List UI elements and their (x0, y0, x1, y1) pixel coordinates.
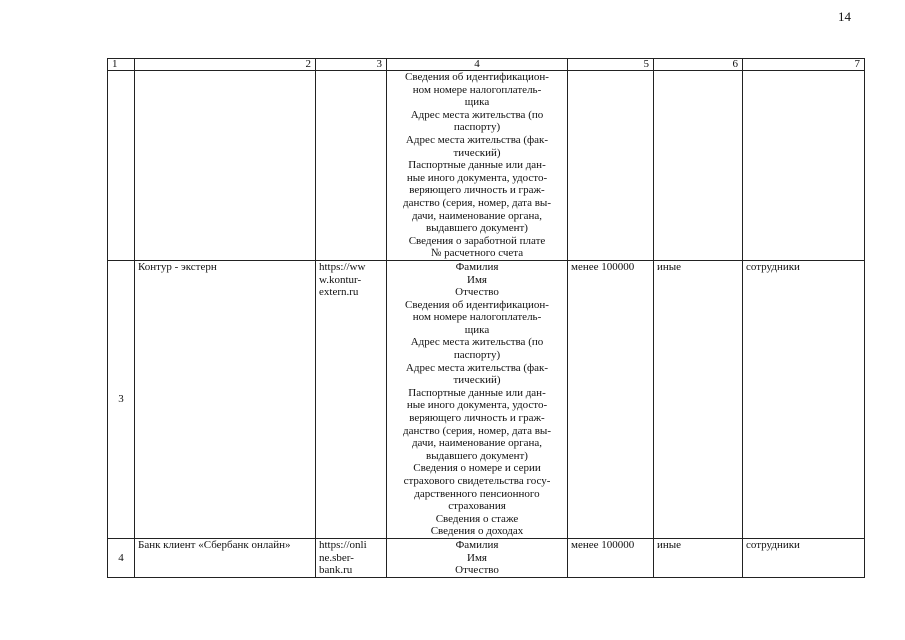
cell-line: Адрес места жительства (по (410, 336, 544, 349)
data-category: иные (654, 538, 743, 577)
personal-data-list (387, 538, 568, 577)
cell-line: № расчетного счета (430, 247, 524, 260)
table-row (108, 260, 865, 538)
cell-line: Имя (467, 273, 487, 286)
cell-line: Паспортные данные или дан- (408, 159, 546, 172)
data-subjects (743, 71, 865, 261)
cell-line: данство (серия, номер, дата вы- (403, 424, 551, 437)
cell-line: щика (464, 323, 490, 336)
cell-line: ном номере налогоплатель- (412, 311, 542, 324)
table-row (108, 538, 865, 577)
cell-line: данство (серия, номер, дата вы- (403, 196, 551, 209)
records-volume: менее 100000 (568, 260, 654, 538)
cell-line: Сведения о заработной плате (408, 234, 546, 247)
cell-line: дачи, наименование органа, (411, 437, 543, 450)
records-volume: менее 100000 (568, 538, 654, 577)
column-number: 6 (654, 59, 743, 71)
cell-line: Сведения об идентификацион- (405, 298, 549, 311)
cell-line: Сведения о доходах (430, 525, 524, 538)
row-number (108, 71, 135, 261)
column-number: 3 (316, 59, 387, 71)
data-category (654, 71, 743, 261)
cell-line: Паспортные данные или дан- (408, 386, 546, 399)
cell-line: веряющего личность и граж- (409, 412, 545, 425)
data-subjects: сотрудники (743, 260, 865, 538)
cell-line: ные иного документа, удосто- (406, 171, 548, 184)
cell-line: bank.ru (319, 564, 353, 577)
records-volume (568, 71, 654, 261)
cell-line: выдавшего документ) (426, 222, 528, 235)
cell-line: Сведения о номере и серии (413, 462, 541, 475)
cell-line: ne.sber- (319, 551, 354, 564)
row-number: 4 (108, 538, 135, 577)
column-number: 1 (108, 59, 135, 71)
system-name (135, 71, 316, 261)
cell-line: https://onli (319, 538, 367, 551)
cell-line: паспорту) (453, 349, 501, 362)
system-name: Контур - экстерн (135, 260, 316, 538)
cell-line: дарственного пенсионного (414, 487, 540, 500)
cell-line: Отчество (455, 564, 499, 577)
cell-line: Сведения о стаже (435, 512, 519, 525)
cell-line: страхового свидетельства госу- (403, 475, 551, 487)
system-url (316, 260, 387, 538)
cell-line: выдавшего документ) (426, 449, 528, 462)
table-row (108, 71, 865, 261)
system-url (316, 71, 387, 261)
cell-line: тический) (453, 146, 501, 159)
cell-line: Фамилия (455, 260, 499, 273)
cell-line: тический) (453, 374, 501, 387)
cell-line: щика (464, 96, 490, 109)
cell-line: Сведения об идентификацион- (405, 71, 549, 83)
system-url (316, 538, 387, 577)
cell-line: ном номере налогоплатель- (412, 83, 542, 96)
row-number: 3 (108, 260, 135, 538)
cell-line: страхования (448, 500, 506, 513)
column-number-row (108, 59, 865, 71)
personal-data-list (387, 71, 568, 261)
column-number: 2 (135, 59, 316, 71)
cell-line: Адрес места жительства (фак- (405, 361, 549, 374)
column-number: 4 (387, 59, 568, 71)
cell-line: паспорту) (453, 121, 501, 134)
cell-line: ные иного документа, удосто- (406, 399, 548, 412)
personal-data-list (387, 260, 568, 538)
column-number: 5 (568, 59, 654, 71)
cell-line: Адрес места жительства (по (410, 108, 544, 121)
cell-line: Фамилия (455, 538, 499, 551)
system-name: Банк клиент «Сбербанк онлайн» (135, 538, 316, 577)
cell-line: https://ww (319, 260, 366, 273)
cell-line: Отчество (455, 286, 499, 299)
cell-line: w.kontur- (319, 273, 362, 286)
column-number: 7 (743, 59, 865, 71)
data-subjects: сотрудники (743, 538, 865, 577)
cell-line: Адрес места жительства (фак- (405, 133, 549, 146)
cell-line: дачи, наименование органа, (411, 209, 543, 222)
data-table (107, 58, 865, 578)
cell-line: веряющего личность и граж- (409, 184, 545, 197)
page-number: 14 (838, 9, 851, 24)
cell-line: extern.ru (319, 286, 359, 299)
data-category: иные (654, 260, 743, 538)
cell-line: Имя (467, 551, 487, 564)
